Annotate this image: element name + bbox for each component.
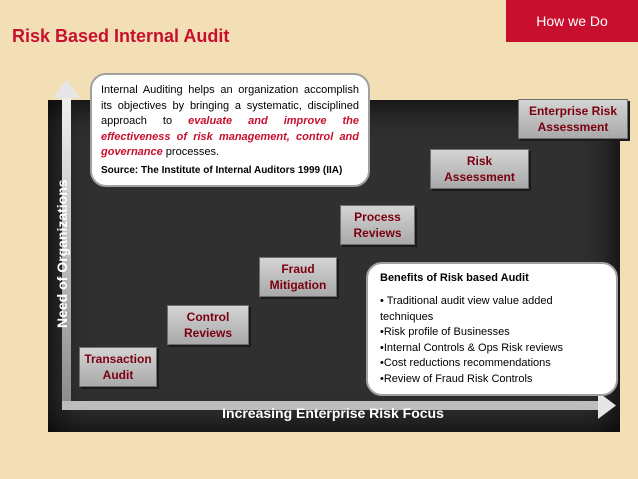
step-enterprise-risk-assessment: Enterprise Risk Assessment: [518, 99, 628, 139]
benefits-item: • Traditional audit view value added techniques: [380, 295, 553, 323]
benefits-item: •Risk profile of Businesses: [380, 326, 510, 338]
step-process-reviews: Process Reviews: [340, 205, 415, 245]
benefits-callout: [366, 262, 618, 396]
page-title: Risk Based Internal Audit: [12, 26, 230, 46]
benefits-heading: Benefits of Risk based Audit: [380, 272, 529, 284]
benefits-item: •Review of Fraud Risk Controls: [380, 372, 533, 385]
step-risk-assessment: Risk Assessment: [430, 149, 529, 189]
x-axis-label: Increasing Enterprise Risk Focus: [222, 405, 444, 421]
definition-text: Internal Auditing helps an organization accomplish its objectives by bringing a systematic, disciplined approach to evaluate and improve the effectiveness of risk management, control and governance processes.: [101, 84, 359, 158]
y-axis-label: Need of Organizations: [54, 179, 70, 329]
benefits-item: •Cost reductions recommendations: [380, 357, 551, 369]
y-axis-arrowhead: [53, 80, 80, 98]
x-axis-arrowhead: [598, 392, 616, 419]
definition-source: Source: The Institute of Internal Auditors 1999 (IIA): [101, 164, 343, 176]
benefits-item: •Internal Controls & Ops Risk reviews: [380, 341, 563, 354]
definition-callout: [90, 73, 370, 187]
step-control-reviews: Control Reviews: [167, 305, 249, 345]
how-we-do-tab[interactable]: How we Do: [506, 0, 638, 42]
step-transaction-audit: Transaction Audit: [79, 347, 157, 387]
step-fraud-mitigation: Fraud Mitigation: [259, 257, 337, 297]
